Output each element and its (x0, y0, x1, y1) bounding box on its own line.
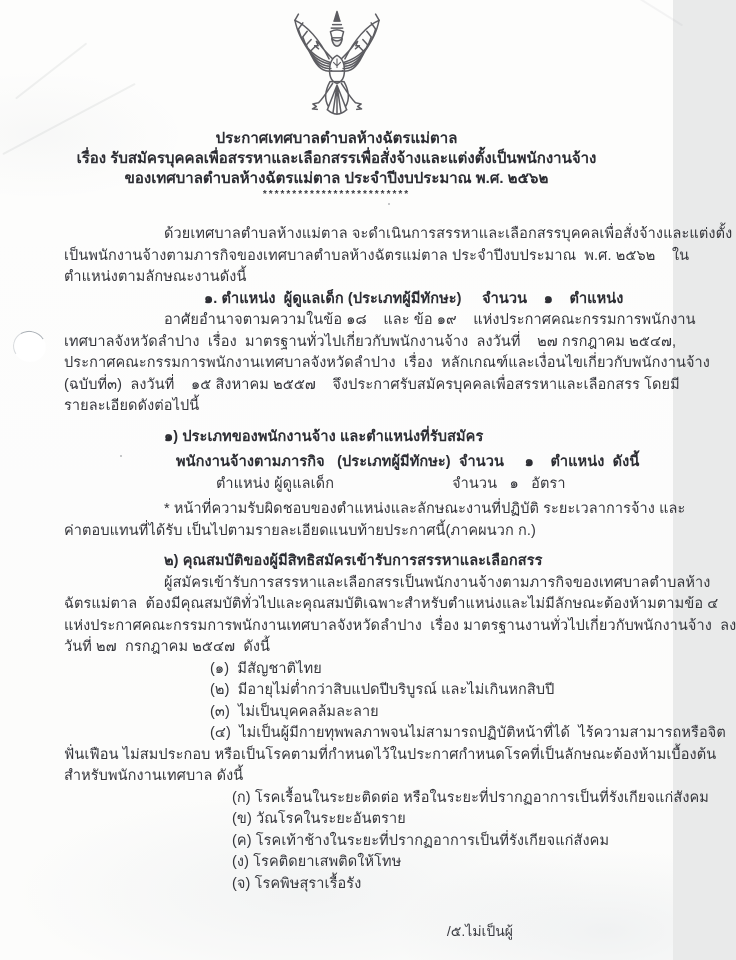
qualification-item: (๔) ไม่เป็นผู้มีกายทุพพลภาพจนไม่สามารถปฏิบัติหน้าที่ได้ ไร้ความสามารถหรือจิต (210, 725, 726, 741)
disease-item: (ข) วัณโรคในระยะอันตราย (232, 811, 406, 827)
authority-line: ประกาศคณะกรรมการพนักงานเทศบาลจังหวัดลำปาง เรื่อง หลักเกณฑ์และเงื่อนไขเกี่ยวกับพนักงานจ้าง (64, 355, 710, 371)
qualification-item: (๓) ไม่เป็นบุคคลล้มละลาย (210, 703, 379, 720)
position-count: จำนวน ๑ อัตรา (452, 475, 566, 492)
section1-note-line: * หน้าที่ความรับผิดชอบของตำแหน่งและลักษณะงานที่ปฏิบัติ ระยะเวลาการจ้าง และ (164, 501, 686, 517)
section2-line: แห่งประกาศคณะกรรมการพนักงานเทศบาลจังหวัดลำปาง เรื่อง มาตรฐานงานทั่วไปเกี่ยวกับพนักงานจ้าง ลง (64, 617, 736, 634)
doc-title-year: ของเทศบาลตำบลห้างฉัตรแม่ตาล ประจำปีงบประมาณ พ.ศ. ๒๕๖๒ (124, 170, 549, 187)
qualification-item: (๒) มีอายุไม่ต่ำกว่าสิบแปดปีบริบูรณ์ และไม่เกินหกสิบปี (210, 682, 555, 698)
authority-line: (ฉบับที่๓) ลงวันที่ ๑๕ สิงหาคม ๒๕๕๗ จึงประกาศรับสมัครบุคคลเพื่อสรรหาและเลือกสรร โดยมี (64, 376, 680, 393)
disease-item: (จ) โรคพิษสุราเรื้อรัง (232, 875, 362, 892)
section1-note-line: ค่าตอบแทนที่ได้รับ เป็นไปตามรายละเอียดแนบท้ายประกาศนี้(ภาคผนวก ก.) (64, 522, 536, 539)
section2-line: ผู้สมัครเข้ารับการสรรหาและเลือกสรรเป็นพนักงานจ้างตามภารกิจของเทศบาลตำบลห้าง (164, 574, 711, 591)
disease-item: (ค) โรคเท้าช้างในระยะที่ปรากฏอาการเป็นที่รังเกียจแก่สังคม (232, 832, 610, 849)
authority-line: รายละเอียดดังต่อไปนี้ (64, 398, 200, 414)
section1-type-line: พนักงานจ้างตามภารกิจ (ประเภทผู้มีทักษะ) จำนวน ๑ ตำแหน่ง ดังนี้ (176, 454, 640, 470)
authority-line: เทศบาลจังหวัดลำปาง เรื่อง มาตรฐานทั่วไปเกี่ยวกับพนักงานจ้าง ลงวันที่ ๒๗ กรกฎาคม ๒๕๔๗, (64, 333, 677, 350)
doc-title-org: ประกาศเทศบาลตำบลห้างฉัตรแม่ตาล (215, 130, 458, 147)
position-label: ตำแหน่ง ผู้ดูแลเด็ก (216, 475, 335, 492)
garuda-emblem-icon (284, 8, 390, 122)
next-page-marker: /๕.ไม่เป็นผู้ (446, 923, 513, 939)
intro-line: ด้วยเทศบาลตำบลห้างแม่ตาล จะดำเนินการสรรหาและเลือกสรรบุคคลเพื่อสั่งจ้างและแต่งตั้ง (164, 226, 733, 242)
column-gap (334, 474, 452, 496)
position-heading: ๑. ตำแหน่ง ผู้ดูแลเด็ก (ประเภทผู้มีทักษะ) จำนวน ๑ ตำแหน่ง (204, 290, 624, 307)
section1-heading: ๑) ประเภทของพนักงานจ้าง และตำแหน่งที่รับสมัคร (164, 428, 484, 445)
qualification-item-continuation: ฟั่นเฟือน ไม่สมประกอบ หรือเป็นโรคตามที่กำหนดไว้ในประกาศกำหนดโรคที่เป็นลักษณะต้องห้ามเบื้องต้น (64, 746, 717, 763)
authority-line: อาศัยอำนาจตามความในข้อ ๑๘ และ ข้อ ๑๙ แห่งประกาศคณะกรรมการพนักงาน (164, 312, 696, 328)
scan-speck (120, 455, 122, 457)
section2-heading: ๒) คุณสมบัติของผู้มีสิทธิสมัครเข้ารับการสรรหาและเลือกสรร (164, 553, 543, 569)
disease-item: (ง) โรคติดยาเสพติดให้โทษ (232, 854, 402, 870)
star-divider: ************************* (262, 189, 411, 200)
intro-line: เป็นพนักงานจ้างตามภารกิจของเทศบาลตำบลห้างฉัตรแม่ตาล ประจำปีงบประมาณ พ.ศ. ๒๕๖๒ ใน (64, 247, 690, 264)
section2-line: ฉัตรแม่ตาล ต้องมีคุณสมบัติทั่วไปและคุณสมบัติเฉพาะสำหรับตำแหน่งและไม่มีลักษณะต้องห้ามตามข้อ ๔ (64, 596, 719, 612)
section1-position-row (64, 474, 615, 496)
doc-title-subject: เรื่อง รับสมัครบุคคลเพื่อสรรหาและเลือกสรรเพื่อสั่งจ้างและแต่งตั้งเป็นพนักงานจ้าง (76, 150, 597, 167)
document-body (0, 224, 736, 943)
document-header (0, 129, 673, 201)
qualification-item-continuation: สำหรับพนักงานเทศบาล ดังนี้ (64, 768, 244, 784)
emblem-container (0, 0, 673, 122)
section2-line: วันที่ ๒๗ กรกฎาคม ๒๕๔๗ ดังนี้ (64, 639, 271, 655)
qualification-item: (๑) มีสัญชาติไทย (210, 660, 322, 677)
scan-speck (388, 203, 390, 205)
intro-line: ตำแหน่งตามลักษณะงานดังนี้ (64, 269, 247, 285)
disease-item: (ก) โรคเรื้อนในระยะติดต่อ หรือในระยะที่ปรากฏอาการเป็นที่รังเกียจแก่สังคม (232, 789, 709, 806)
